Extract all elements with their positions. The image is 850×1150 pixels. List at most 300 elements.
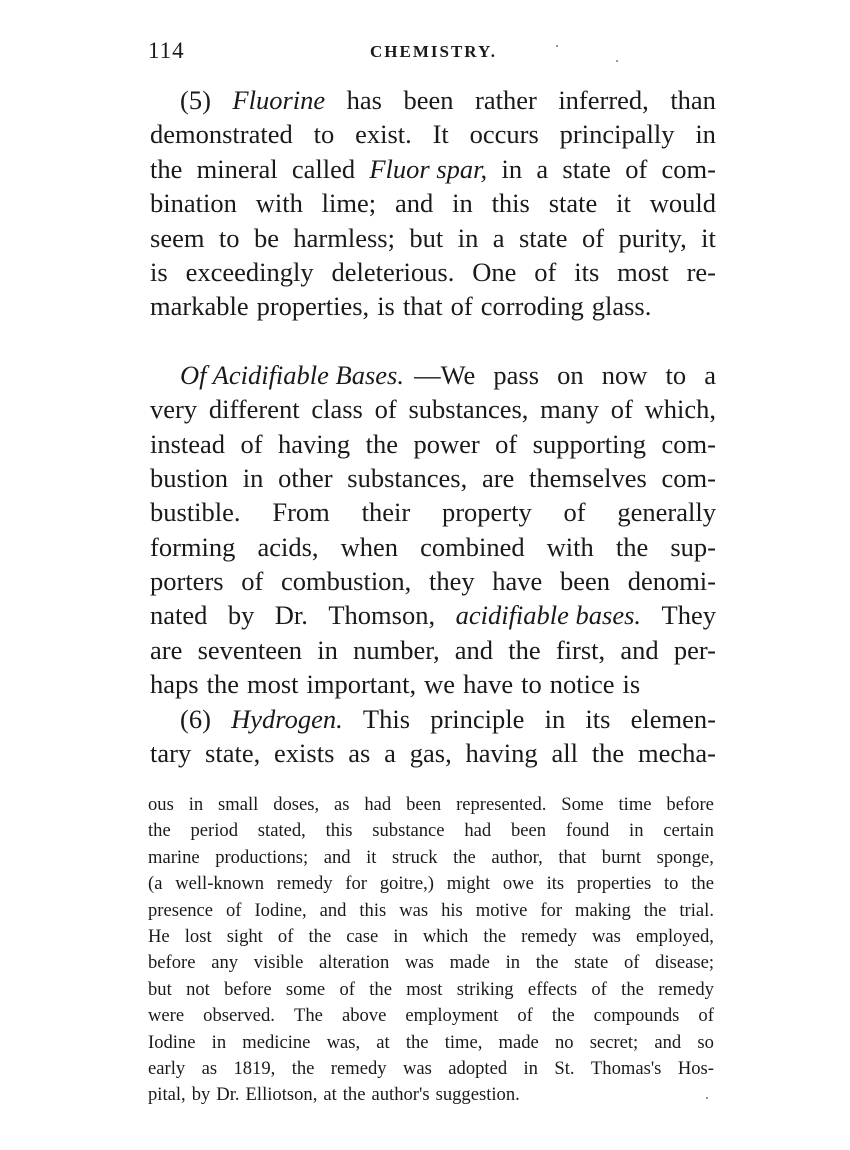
word: in [629,820,644,842]
text-line [150,221,716,255]
word: this [491,188,530,219]
text-line [150,633,716,667]
word: of [339,978,355,1000]
word: its [585,703,611,734]
word: it [366,846,377,868]
word: and [620,634,659,665]
word: its [546,873,565,895]
page-number: 114 [148,38,185,63]
word: the [643,899,667,921]
word: be [253,222,279,253]
word: of [517,1005,533,1027]
word: productions; [215,846,309,868]
word: the [369,978,392,1000]
word: of [240,428,263,459]
word: doses, [273,794,320,815]
word: having [278,428,351,459]
word: The [293,1005,323,1027]
word: but [409,222,444,253]
word: suggestion. [435,1084,520,1106]
word: demonstrated [150,119,293,150]
word: before [148,952,196,974]
word: was [402,1057,432,1079]
word: of [226,899,242,921]
word: as [201,1057,218,1079]
word: been [559,566,611,597]
word: themselves [529,462,647,493]
word: the [615,531,649,562]
word: are [150,634,183,665]
footnote [148,792,714,1109]
word: been [403,85,454,115]
word: Of Acidifiable Bases. [180,359,404,390]
word: properties, [256,291,370,322]
word: employed, [635,925,714,947]
word: in [505,952,521,974]
text-line [150,495,716,529]
word: the [206,669,239,700]
word: com- [661,462,716,493]
word: for [540,899,563,921]
word: employment [405,1005,499,1027]
word: above [341,1005,387,1027]
word: combined [420,531,525,562]
word: in [211,1031,227,1053]
word: (a [148,873,163,895]
word: principally [559,119,675,150]
word: state [548,188,598,219]
word: with [255,188,303,219]
word: striking [456,978,514,1000]
text-line [150,186,716,220]
text-line [150,667,716,701]
word: in [501,153,523,184]
word: porters [150,566,224,597]
word: markable [150,291,249,322]
word: denomi- [627,566,716,597]
text-line [148,1056,714,1082]
word: bination [150,188,237,219]
text-line [148,792,714,818]
word: Iodine, [254,899,307,921]
text-line [150,117,716,151]
word: have [463,669,514,700]
word: was, [326,1031,361,1053]
word: would [649,188,716,219]
word: the [551,1005,575,1027]
text-line [150,461,716,495]
word: in [393,925,408,947]
text-line [148,845,714,871]
word: author, [491,846,543,868]
word: exist. [355,119,412,150]
word: in [457,222,479,253]
word: nated [150,600,208,631]
word: to [521,669,542,700]
word: supporting [532,428,647,459]
word: bustible. [150,497,241,528]
word: that [402,291,443,322]
word: certain [663,820,714,842]
word: St. [554,1057,575,1079]
word: made [498,1031,539,1053]
word: acids, [257,531,319,562]
word: Fluorine [232,85,326,115]
word: different [208,394,300,425]
word: owe [502,873,534,895]
word: when [340,531,399,562]
text-line [148,1082,714,1108]
word: author's [371,1084,430,1106]
word: sight [226,925,263,947]
word: other [278,462,333,493]
word: substances, [408,394,529,425]
print-speck [556,45,558,47]
word: been [510,820,547,842]
text-line [148,871,714,897]
word: it [616,188,631,219]
word: and [454,634,494,665]
word: seventeen [197,634,303,665]
word: was [404,952,434,974]
word: combustion, [281,566,412,597]
word: first, [555,634,606,665]
word: substances, [347,462,468,493]
word: the [483,925,507,947]
word: their [361,497,411,528]
word: bustion [150,462,229,493]
word: at [323,1084,337,1106]
word: many [540,394,600,425]
word: than [670,85,716,115]
word: per- [673,634,716,665]
word: generally [617,497,716,528]
text-line [150,152,716,186]
word: in [523,1057,538,1079]
word: period [190,820,239,842]
paragraph-acidifiable-bases [150,358,716,702]
word: of [277,925,294,947]
word: to [313,119,335,150]
word: adopted [448,1057,508,1079]
text-line [150,289,716,323]
word: (5) [180,85,211,115]
word: of [495,428,518,459]
word: and [394,188,434,219]
word: in [188,794,204,815]
word: acidifiable bases. [455,600,642,631]
word: 1819, [233,1057,276,1079]
word: it [701,222,716,253]
word: com- [661,153,716,184]
word: not [186,978,210,1000]
word: the [621,978,644,1000]
word: One [472,256,517,287]
text-line [148,950,714,976]
word: and [654,1031,682,1053]
word: of [450,291,473,322]
word: for [345,873,367,895]
text-line [150,358,716,392]
print-speck [616,60,618,62]
word: by [191,1084,211,1106]
word: Fluor spar, [369,153,488,184]
word: they [428,566,475,597]
text-line [150,736,716,770]
word: the [535,952,559,974]
word: disease; [655,952,714,974]
word: struck [392,846,438,868]
word: a [492,222,505,253]
word: the [405,1031,429,1053]
word: remedy [276,873,333,895]
word: class [311,394,363,425]
word: It [432,119,449,150]
word: elemen- [630,703,716,734]
word: on [557,359,584,390]
word: the [342,1084,366,1106]
word: property [441,497,532,528]
word: we [424,669,456,700]
word: remedy [521,925,577,947]
word: in [242,462,264,493]
word: have [492,566,543,597]
word: a [704,359,716,390]
word: burnt [601,846,642,868]
word: small [218,794,259,815]
word: This [362,703,411,734]
word: and [319,899,347,921]
word: lime; [321,188,377,219]
word: of [623,952,640,974]
word: pass [493,359,540,390]
word: which [422,925,469,947]
word: re- [686,256,716,287]
word: the [365,428,398,459]
paragraph-hydrogen [150,702,716,771]
word: is [377,291,395,322]
word: Iodine [148,1031,196,1053]
running-head [148,38,716,74]
word: effects [527,978,578,1000]
text-line [150,564,716,598]
word: Thomson, [328,600,436,631]
word: a [536,153,549,184]
word: is [150,256,168,287]
word: Dr. [274,600,308,631]
word: state [574,952,609,974]
word: of [374,394,397,425]
word: at [376,1031,390,1053]
word: before [224,978,272,1000]
word: He [148,925,170,947]
word: case [346,925,379,947]
word: had [364,794,392,815]
word: which, [644,394,716,425]
word: seem [150,222,205,253]
word: stated, [257,820,306,842]
word: time, [444,1031,483,1053]
word: a [384,738,396,769]
word: goitre,) [379,873,434,895]
word: Dr. [216,1084,240,1106]
text-line [150,392,716,426]
text-line [148,818,714,844]
word: the [508,634,541,665]
word: Hos- [677,1057,714,1079]
word: to [664,873,679,895]
word: of [534,256,557,287]
word: the [150,153,183,184]
word: had [464,820,492,842]
word: mineral [196,153,278,184]
word: time [618,794,652,815]
word: remedy [330,1057,387,1079]
word: lost [184,925,212,947]
word: to [665,359,687,390]
word: pital, [148,1084,186,1106]
word: compounds [593,1005,680,1027]
word: been [406,794,442,815]
text-line [148,977,714,1003]
word: by [227,600,255,631]
word: corroding [480,291,584,322]
word: glass. [591,291,652,322]
word: of [581,222,605,253]
word: remedy [658,978,714,1000]
word: mecha- [638,738,716,769]
word: substance [372,820,445,842]
word: but [148,978,172,1000]
word: the [453,846,476,868]
word: before [666,794,714,815]
text-line [150,702,716,736]
paragraph-fluorine [150,83,716,324]
word: principle [430,703,525,734]
word: most [406,978,443,1000]
word: has [346,85,382,115]
word: was [591,925,621,947]
word: From [272,497,330,528]
word: made [449,952,490,974]
text-line [148,898,714,924]
word: so [697,1031,714,1053]
word: harmless; [293,222,395,253]
word: —We [414,359,476,390]
word: early [148,1057,186,1079]
word: with [546,531,594,562]
word: in [544,703,566,734]
word: presence [148,899,214,921]
word: com- [661,428,716,459]
word: the [291,1057,315,1079]
word: secret; [589,1031,639,1053]
text-line [150,83,716,117]
word: state, [205,738,261,769]
word: of [625,153,648,184]
main-text [150,83,716,770]
word: number, [353,634,440,665]
word: sup- [670,531,716,562]
word: trial. [679,899,714,921]
word: is [622,669,641,700]
word: all [551,738,578,769]
word: in [695,119,716,150]
word: properties [576,873,652,895]
word: marine [148,846,200,868]
word: alteration [319,952,390,974]
word: of [698,1005,714,1027]
word: represented. [456,794,547,815]
word: of [610,394,633,425]
word: haps [150,669,199,700]
word: exceedingly [185,256,314,287]
word: most [246,669,299,700]
word: are [481,462,515,493]
word: tary [150,738,192,769]
word: Some [561,794,604,815]
text-line [148,1030,714,1056]
word: Thomas's [590,1057,662,1079]
word: most [617,256,669,287]
word: very [150,394,198,425]
word: ous [148,794,174,815]
running-title: CHEMISTRY. [370,42,497,61]
word: found [565,820,610,842]
word: its [574,256,600,287]
word: well-known [175,873,265,895]
word: instead [150,428,226,459]
word: Hydrogen. [231,703,343,734]
word: important, [306,669,417,700]
word: might [446,873,491,895]
word: having [465,738,538,769]
word: this [359,899,387,921]
word: Elliotson, [245,1084,318,1106]
word: and [323,846,351,868]
word: his [441,899,463,921]
text-line [150,598,716,632]
text-line [148,924,714,950]
word: of [241,566,264,597]
word: the [691,873,714,895]
word: forming [150,531,236,562]
word: to [218,222,240,253]
word: some [285,978,326,1000]
word: notice [549,669,615,700]
word: occurs [469,119,539,150]
word: as [348,738,371,769]
word: inferred, [558,85,649,115]
word: as [334,794,350,815]
word: (6) [180,703,211,734]
paragraph-gap [150,324,716,358]
word: now [601,359,648,390]
word: in [452,188,473,219]
word: medicine [242,1031,311,1053]
word: the [591,738,625,769]
word: purity, [618,222,687,253]
word: the [308,925,332,947]
word: making [574,899,631,921]
word: sponge, [656,846,714,868]
word: the [148,820,171,842]
word: of [591,978,607,1000]
word: in [317,634,338,665]
word: gas, [409,738,452,769]
word: observed. [203,1005,275,1027]
word: state [518,222,568,253]
